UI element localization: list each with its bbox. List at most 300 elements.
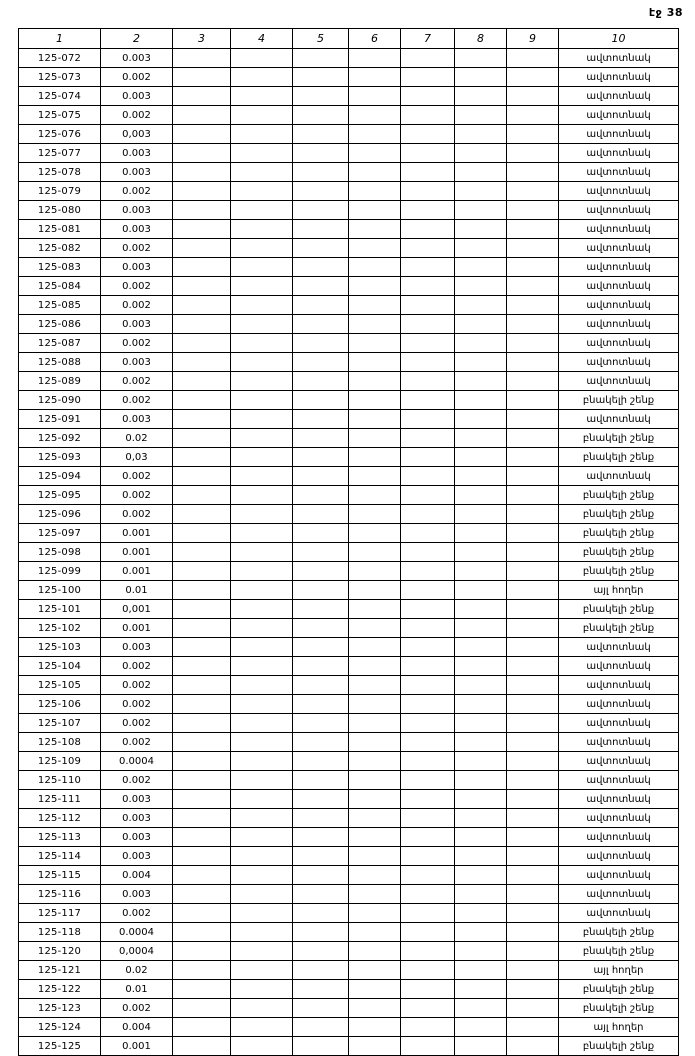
cell-empty-col-4 [231,809,293,828]
cell-parcel-code: 125-081 [19,220,101,239]
cell-empty-col-3 [173,448,231,467]
cell-empty-col-8 [455,334,507,353]
cell-empty-col-5 [293,923,349,942]
cell-empty-col-6 [349,847,401,866]
land-registry-table-container [18,28,678,1056]
cell-empty-col-8 [455,182,507,201]
table-row [19,505,679,524]
cell-parcel-code: 125-102 [19,619,101,638]
cell-usage-type: ավտոտնակ [559,771,679,790]
cell-empty-col-9 [507,771,559,790]
cell-area-value: 0.002 [101,486,173,505]
table-row [19,999,679,1018]
cell-usage-type: ավտոտնակ [559,410,679,429]
cell-area-value: 0.02 [101,429,173,448]
cell-area-value: 0.003 [101,828,173,847]
cell-empty-col-6 [349,562,401,581]
cell-empty-col-3 [173,942,231,961]
cell-area-value: 0.001 [101,1037,173,1056]
cell-empty-col-6 [349,695,401,714]
cell-empty-col-7 [401,486,455,505]
cell-empty-col-5 [293,429,349,448]
cell-usage-type: այլ հողեր [559,1018,679,1037]
cell-usage-type: ավտոտնակ [559,714,679,733]
cell-empty-col-5 [293,353,349,372]
cell-usage-type: ավտոտնակ [559,144,679,163]
cell-area-value: 0.003 [101,885,173,904]
cell-area-value: 0.003 [101,220,173,239]
cell-empty-col-8 [455,1037,507,1056]
table-row [19,714,679,733]
cell-empty-col-5 [293,296,349,315]
cell-empty-col-7 [401,581,455,600]
cell-empty-col-3 [173,923,231,942]
cell-empty-col-6 [349,486,401,505]
cell-empty-col-3 [173,581,231,600]
cell-area-value: 0.003 [101,638,173,657]
cell-empty-col-4 [231,220,293,239]
cell-empty-col-9 [507,866,559,885]
cell-area-value: 0.001 [101,543,173,562]
cell-empty-col-8 [455,372,507,391]
cell-empty-col-7 [401,410,455,429]
cell-usage-type: ավտոտնակ [559,372,679,391]
cell-empty-col-6 [349,258,401,277]
cell-empty-col-4 [231,258,293,277]
cell-empty-col-8 [455,676,507,695]
table-row [19,885,679,904]
cell-empty-col-7 [401,695,455,714]
cell-parcel-code: 125-078 [19,163,101,182]
cell-usage-type: ավտոտնակ [559,68,679,87]
cell-empty-col-5 [293,87,349,106]
cell-empty-col-8 [455,505,507,524]
cell-parcel-code: 125-073 [19,68,101,87]
cell-empty-col-9 [507,847,559,866]
column-header-2: 2 [101,29,173,49]
cell-empty-col-4 [231,847,293,866]
cell-empty-col-9 [507,581,559,600]
cell-empty-col-7 [401,467,455,486]
cell-area-value: 0.003 [101,847,173,866]
cell-empty-col-8 [455,524,507,543]
table-row [19,543,679,562]
cell-parcel-code: 125-117 [19,904,101,923]
cell-empty-col-3 [173,163,231,182]
cell-empty-col-8 [455,486,507,505]
table-row [19,334,679,353]
cell-empty-col-8 [455,923,507,942]
cell-empty-col-3 [173,695,231,714]
cell-empty-col-4 [231,182,293,201]
cell-empty-col-4 [231,923,293,942]
cell-usage-type: բնակելի շենք [559,562,679,581]
cell-empty-col-9 [507,201,559,220]
cell-empty-col-7 [401,714,455,733]
cell-empty-col-6 [349,372,401,391]
cell-empty-col-9 [507,695,559,714]
column-header-5: 5 [293,29,349,49]
cell-usage-type: ավտոտնակ [559,182,679,201]
cell-empty-col-8 [455,220,507,239]
cell-empty-col-5 [293,258,349,277]
cell-empty-col-7 [401,296,455,315]
cell-usage-type: այլ հողեր [559,581,679,600]
cell-empty-col-9 [507,676,559,695]
cell-empty-col-8 [455,885,507,904]
table-row [19,600,679,619]
cell-usage-type: ավտոտնակ [559,752,679,771]
cell-empty-col-6 [349,144,401,163]
cell-parcel-code: 125-083 [19,258,101,277]
table-row [19,657,679,676]
cell-empty-col-5 [293,809,349,828]
cell-usage-type: ավտոտնակ [559,676,679,695]
cell-empty-col-6 [349,505,401,524]
cell-empty-col-7 [401,315,455,334]
cell-empty-col-6 [349,296,401,315]
cell-empty-col-8 [455,657,507,676]
cell-empty-col-9 [507,942,559,961]
cell-empty-col-5 [293,619,349,638]
cell-empty-col-9 [507,353,559,372]
cell-empty-col-4 [231,87,293,106]
cell-empty-col-4 [231,144,293,163]
cell-empty-col-6 [349,448,401,467]
cell-empty-col-7 [401,828,455,847]
cell-empty-col-6 [349,676,401,695]
cell-empty-col-4 [231,68,293,87]
cell-empty-col-3 [173,543,231,562]
cell-empty-col-6 [349,543,401,562]
cell-empty-col-6 [349,619,401,638]
cell-empty-col-4 [231,771,293,790]
cell-empty-col-6 [349,771,401,790]
cell-usage-type: բնակելի շենք [559,391,679,410]
cell-usage-type: ավտոտնակ [559,657,679,676]
cell-area-value: 0.003 [101,410,173,429]
cell-usage-type: ավտոտնակ [559,904,679,923]
cell-empty-col-4 [231,866,293,885]
cell-empty-col-8 [455,619,507,638]
cell-empty-col-8 [455,467,507,486]
cell-empty-col-8 [455,809,507,828]
cell-empty-col-9 [507,220,559,239]
cell-empty-col-9 [507,809,559,828]
cell-empty-col-7 [401,866,455,885]
cell-empty-col-7 [401,790,455,809]
cell-empty-col-7 [401,106,455,125]
cell-empty-col-9 [507,923,559,942]
cell-empty-col-5 [293,277,349,296]
cell-empty-col-8 [455,847,507,866]
cell-empty-col-6 [349,866,401,885]
cell-empty-col-9 [507,448,559,467]
table-row [19,258,679,277]
table-row [19,847,679,866]
table-row [19,144,679,163]
cell-empty-col-3 [173,486,231,505]
column-header-10: 10 [559,29,679,49]
cell-parcel-code: 125-074 [19,87,101,106]
cell-empty-col-9 [507,68,559,87]
cell-empty-col-9 [507,714,559,733]
table-row [19,277,679,296]
cell-empty-col-9 [507,106,559,125]
cell-empty-col-3 [173,1018,231,1037]
table-row [19,752,679,771]
cell-parcel-code: 125-100 [19,581,101,600]
cell-empty-col-3 [173,353,231,372]
cell-empty-col-4 [231,429,293,448]
table-row [19,828,679,847]
table-row [19,771,679,790]
cell-empty-col-8 [455,106,507,125]
table-row [19,923,679,942]
cell-empty-col-5 [293,847,349,866]
cell-empty-col-6 [349,733,401,752]
table-row [19,942,679,961]
cell-empty-col-6 [349,809,401,828]
cell-empty-col-4 [231,543,293,562]
cell-usage-type: ավտոտնակ [559,334,679,353]
cell-parcel-code: 125-098 [19,543,101,562]
cell-empty-col-8 [455,771,507,790]
cell-empty-col-7 [401,847,455,866]
cell-parcel-code: 125-109 [19,752,101,771]
cell-parcel-code: 125-087 [19,334,101,353]
cell-empty-col-5 [293,562,349,581]
cell-empty-col-5 [293,828,349,847]
cell-parcel-code: 125-099 [19,562,101,581]
cell-empty-col-9 [507,391,559,410]
cell-empty-col-7 [401,809,455,828]
cell-empty-col-9 [507,524,559,543]
cell-empty-col-7 [401,638,455,657]
cell-empty-col-4 [231,695,293,714]
column-header-1: 1 [19,29,101,49]
column-header-6: 6 [349,29,401,49]
cell-empty-col-3 [173,809,231,828]
cell-empty-col-9 [507,182,559,201]
cell-area-value: 0.003 [101,809,173,828]
column-header-8: 8 [455,29,507,49]
cell-empty-col-5 [293,866,349,885]
cell-empty-col-8 [455,163,507,182]
cell-area-value: 0.004 [101,866,173,885]
cell-empty-col-6 [349,923,401,942]
cell-empty-col-8 [455,714,507,733]
cell-empty-col-5 [293,714,349,733]
cell-usage-type: ավտոտնակ [559,87,679,106]
cell-empty-col-5 [293,106,349,125]
cell-empty-col-5 [293,771,349,790]
cell-empty-col-4 [231,448,293,467]
cell-empty-col-6 [349,600,401,619]
cell-area-value: 0.002 [101,999,173,1018]
cell-empty-col-4 [231,467,293,486]
cell-empty-col-5 [293,334,349,353]
cell-empty-col-7 [401,125,455,144]
cell-usage-type: բնակելի շենք [559,448,679,467]
cell-empty-col-4 [231,562,293,581]
cell-empty-col-4 [231,961,293,980]
cell-area-value: 0.002 [101,467,173,486]
cell-empty-col-6 [349,87,401,106]
cell-empty-col-7 [401,543,455,562]
cell-empty-col-9 [507,638,559,657]
cell-parcel-code: 125-093 [19,448,101,467]
cell-empty-col-5 [293,1037,349,1056]
cell-empty-col-3 [173,847,231,866]
cell-empty-col-4 [231,657,293,676]
cell-empty-col-3 [173,182,231,201]
cell-empty-col-5 [293,942,349,961]
cell-parcel-code: 125-113 [19,828,101,847]
cell-empty-col-7 [401,942,455,961]
cell-empty-col-7 [401,353,455,372]
table-row [19,486,679,505]
cell-empty-col-9 [507,885,559,904]
cell-parcel-code: 125-089 [19,372,101,391]
cell-parcel-code: 125-105 [19,676,101,695]
cell-parcel-code: 125-077 [19,144,101,163]
cell-usage-type: ավտոտնակ [559,790,679,809]
cell-parcel-code: 125-120 [19,942,101,961]
cell-usage-type: ավտոտնակ [559,809,679,828]
cell-usage-type: բնակելի շենք [559,600,679,619]
cell-empty-col-7 [401,334,455,353]
table-row [19,904,679,923]
cell-empty-col-4 [231,1037,293,1056]
cell-empty-col-3 [173,904,231,923]
cell-empty-col-9 [507,125,559,144]
cell-empty-col-9 [507,600,559,619]
cell-empty-col-8 [455,353,507,372]
cell-empty-col-8 [455,391,507,410]
cell-area-value: 0.003 [101,49,173,68]
cell-area-value: 0.002 [101,391,173,410]
cell-empty-col-5 [293,695,349,714]
cell-empty-col-6 [349,524,401,543]
cell-empty-col-6 [349,68,401,87]
cell-empty-col-8 [455,429,507,448]
cell-empty-col-3 [173,999,231,1018]
cell-empty-col-4 [231,676,293,695]
cell-area-value: 0.003 [101,258,173,277]
cell-empty-col-5 [293,49,349,68]
table-row [19,239,679,258]
cell-empty-col-5 [293,657,349,676]
cell-usage-type: բնակելի շենք [559,999,679,1018]
cell-empty-col-9 [507,410,559,429]
cell-empty-col-4 [231,277,293,296]
cell-empty-col-3 [173,258,231,277]
cell-empty-col-9 [507,752,559,771]
cell-empty-col-4 [231,486,293,505]
cell-empty-col-6 [349,163,401,182]
cell-empty-col-8 [455,87,507,106]
cell-empty-col-5 [293,467,349,486]
cell-empty-col-3 [173,106,231,125]
cell-empty-col-5 [293,239,349,258]
cell-empty-col-4 [231,581,293,600]
cell-empty-col-6 [349,999,401,1018]
cell-empty-col-4 [231,239,293,258]
cell-usage-type: բնակելի շենք [559,980,679,999]
cell-empty-col-3 [173,429,231,448]
cell-empty-col-8 [455,201,507,220]
cell-area-value: 0.003 [101,163,173,182]
cell-usage-type: ավտոտնակ [559,125,679,144]
cell-empty-col-8 [455,752,507,771]
cell-parcel-code: 125-116 [19,885,101,904]
cell-empty-col-9 [507,505,559,524]
cell-empty-col-4 [231,410,293,429]
cell-empty-col-8 [455,296,507,315]
cell-empty-col-6 [349,790,401,809]
cell-empty-col-6 [349,752,401,771]
cell-parcel-code: 125-107 [19,714,101,733]
cell-empty-col-6 [349,334,401,353]
cell-empty-col-5 [293,600,349,619]
cell-empty-col-3 [173,961,231,980]
cell-area-value: 0.002 [101,182,173,201]
cell-usage-type: ավտոտնակ [559,847,679,866]
cell-empty-col-5 [293,581,349,600]
cell-empty-col-8 [455,277,507,296]
cell-empty-col-8 [455,410,507,429]
cell-empty-col-5 [293,752,349,771]
cell-empty-col-7 [401,391,455,410]
cell-area-value: 0,001 [101,600,173,619]
cell-empty-col-4 [231,600,293,619]
cell-empty-col-8 [455,828,507,847]
cell-usage-type: ավտոտնակ [559,353,679,372]
cell-empty-col-6 [349,125,401,144]
cell-empty-col-3 [173,638,231,657]
cell-area-value: 0.002 [101,106,173,125]
cell-empty-col-5 [293,638,349,657]
cell-area-value: 0.002 [101,68,173,87]
cell-parcel-code: 125-085 [19,296,101,315]
table-row [19,182,679,201]
cell-empty-col-8 [455,695,507,714]
table-row [19,866,679,885]
cell-empty-col-3 [173,524,231,543]
cell-area-value: 0.001 [101,619,173,638]
cell-empty-col-6 [349,410,401,429]
cell-empty-col-3 [173,733,231,752]
cell-empty-col-9 [507,999,559,1018]
cell-empty-col-7 [401,505,455,524]
cell-empty-col-4 [231,638,293,657]
cell-empty-col-4 [231,125,293,144]
cell-empty-col-3 [173,372,231,391]
cell-empty-col-5 [293,182,349,201]
cell-usage-type: բնակելի շենք [559,923,679,942]
table-row [19,353,679,372]
cell-usage-type: բնակելի շենք [559,543,679,562]
cell-empty-col-3 [173,619,231,638]
cell-empty-col-9 [507,372,559,391]
cell-area-value: 0.002 [101,676,173,695]
cell-usage-type: ավտոտնակ [559,315,679,334]
cell-area-value: 0.003 [101,315,173,334]
cell-empty-col-8 [455,999,507,1018]
cell-parcel-code: 125-114 [19,847,101,866]
cell-usage-type: բնակելի շենք [559,619,679,638]
